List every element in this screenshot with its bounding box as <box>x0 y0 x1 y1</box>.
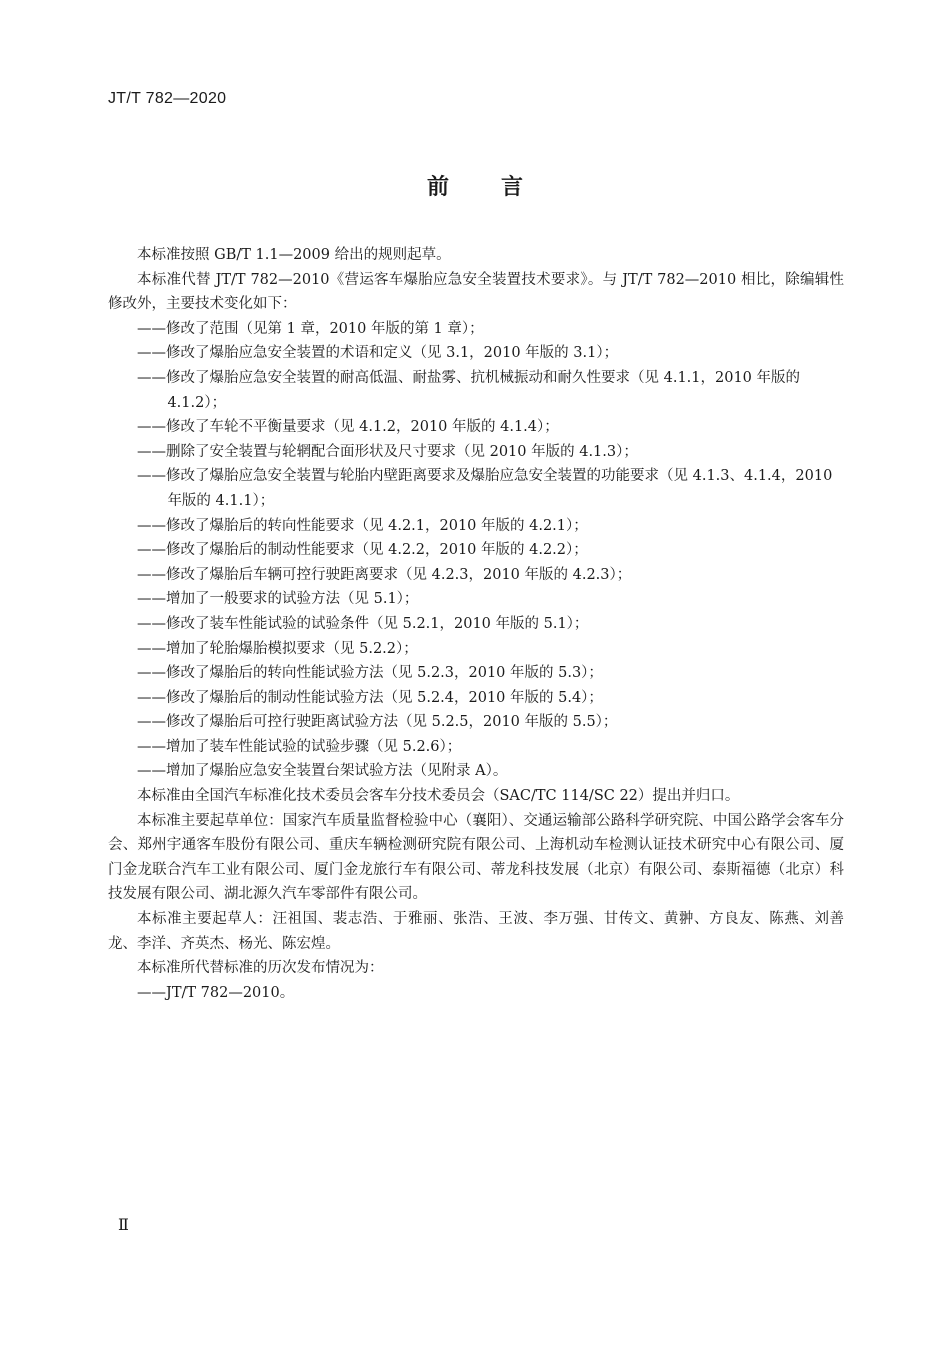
change-item: ——修改了爆胎应急安全装置的术语和定义（见 3.1，2010 年版的 3.1）； <box>137 345 619 362</box>
change-item: ——增加了爆胎应急安全装置台架试验方法（见附录 A）。 <box>137 763 508 780</box>
change-item: ——修改了范围（见第 1 章，2010 年版的第 1 章）； <box>137 320 484 337</box>
change-item: ——修改了爆胎应急安全装置与轮胎内壁距离要求及爆胎应急安全装置的功能要求（见 4.1.3、4.1.4，2010 年版的 4.1.1）； <box>137 468 833 509</box>
paragraph-drafting-basis: 本标准按照 GB/T 1.1—2009 给出的规则起草。 <box>137 247 451 263</box>
change-item: ——修改了爆胎后车辆可控行驶距离要求（见 4.2.3，2010 年版的 4.2.3）； <box>137 566 632 583</box>
change-item: ——修改了车轮不平衡量要求（见 4.1.2，2010 年版的 4.1.4）； <box>137 419 559 436</box>
change-item: ——修改了装车性能试验的试验条件（见 5.2.1，2010 年版的 5.1）； <box>137 615 589 632</box>
paragraph-replacement: 本标准代替 JT/T 782—2010《营运客车爆胎应急安全装置技术要求》。与 JT/T 782—2010 相比，除编辑性修改外，主要技术变化如下： <box>108 271 844 313</box>
change-item: ——修改了爆胎后的转向性能试验方法（见 5.2.3，2010 年版的 5.3）； <box>137 665 603 682</box>
change-item: ——修改了爆胎后的制动性能要求（见 4.2.2，2010 年版的 4.2.2）； <box>137 542 588 559</box>
change-item: ——修改了爆胎后的制动性能试验方法（见 5.2.4，2010 年版的 5.4）； <box>137 689 603 706</box>
change-item: ——增加了一般要求的试验方法（见 5.1）； <box>137 591 419 608</box>
page-title: 前言 <box>426 175 575 200</box>
foreword-body <box>108 243 844 1005</box>
change-item: ——增加了轮胎爆胎模拟要求（见 5.2.2）； <box>137 640 418 657</box>
paragraph-proposer: 本标准由全国汽车标准化技术委员会客车分技术委员会（SAC/TC 114/SC 22）提出并归口。 <box>137 788 740 805</box>
change-item: ——增加了装车性能试验的试验步骤（见 5.2.6）； <box>137 738 462 755</box>
paragraph-history: 本标准所代替标准的历次发布情况为： <box>137 960 384 977</box>
paragraph-drafting-units: 本标准主要起草单位：国家汽车质量监督检验中心（襄阳）、交通运输部公路科学研究院、中国公路学会客车分会、郑州宇通客车股份有限公司、重庆车辆检测研究院有限公司、上海机动车检测认证技术研究中心有限公司、厦门金龙联合汽车工业有限公司、厦门金龙旅行车有限公司、蒂龙科技发展（北京）有限公司、泰斯福德（北京）科技发展有限公司、湖北源久汽车零部件有限公司。 <box>108 812 844 903</box>
history-item: ——JT/T 782—2010。 <box>137 984 295 1001</box>
change-item: ——修改了爆胎应急安全装置的耐高低温、耐盐雾、抗机械振动和耐久性要求（见 4.1.1，2010 年版的 4.1.2）； <box>137 369 801 411</box>
change-item: ——修改了爆胎后的转向性能要求（见 4.2.1，2010 年版的 4.2.1）； <box>137 517 588 534</box>
paragraph-drafters: 本标准主要起草人：汪祖国、裴志浩、于雅丽、张浩、王波、李万强、甘传文、黄翀、方良友、陈燕、刘善龙、李洋、齐英杰、杨光、陈宏煌。 <box>108 911 844 952</box>
page-number: Ⅱ <box>118 1215 129 1234</box>
change-item: ——删除了安全装置与轮辋配合面形状及尺寸要求（见 2010 年版的 4.1.3）； <box>137 443 638 460</box>
document-code-header: JT/T 782—2020 <box>108 90 227 107</box>
change-item: ——修改了爆胎后可控行驶距离试验方法（见 5.2.5，2010 年版的 5.5）； <box>137 714 618 731</box>
